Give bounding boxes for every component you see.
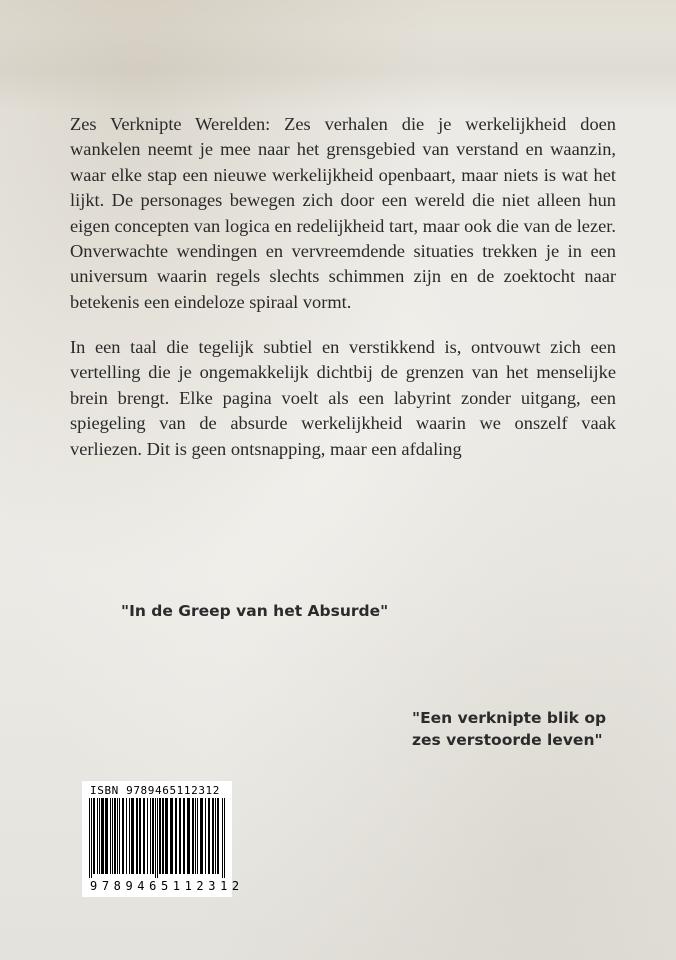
paper-stain [0, 30, 676, 110]
tagline-quote-2-line-2: zes verstoorde leven" [412, 731, 603, 749]
isbn-label: ISBN 9789465112312 [90, 784, 221, 797]
tagline-quote-2-line-1: "Een verknipte blik op [412, 709, 607, 727]
tagline-quote-2 [412, 707, 606, 751]
barcode-bars-icon [88, 798, 226, 878]
blurb-paragraph-1: Zes Verknipte Werelden: Zes verhalen die je werkelijkheid doen wankelen neemt je mee naar het grensgebied van verstand en waanzin, waar elke stap een nieuwe werkelijkheid openbaart, maar niets is wat het lijkt. De personages bewegen zich door een wereld die niet alleen hun eigen concepten van logica en redelijkheid tart, maar ook die van de lezer. Onverwachte wendingen en vervreemdende situaties trekken je in een universum waarin regels slechts schimmen zijn en de zoektocht naar betekenis een eindeloze spiraal vormt. [70, 114, 616, 312]
tagline-quote-1: "In de Greep van het Absurde" [121, 602, 389, 620]
blurb-paragraph-2: In een taal die tegelijk subtiel en verstikkend is, ontvouwt zich een vertelling die je ongemakkelijk dichtbij de grenzen van het menselijke brein brengt. Elke pagina voelt als een labyrint zonder uitgang, een spiegeling van de absurde werkelijkheid waarin we onszelf vaak verliezen. Dit is geen ontsnapping, maar een afdaling [70, 337, 616, 459]
barcode-digits: 9789465112312 [90, 879, 244, 893]
isbn-barcode [82, 781, 244, 897]
